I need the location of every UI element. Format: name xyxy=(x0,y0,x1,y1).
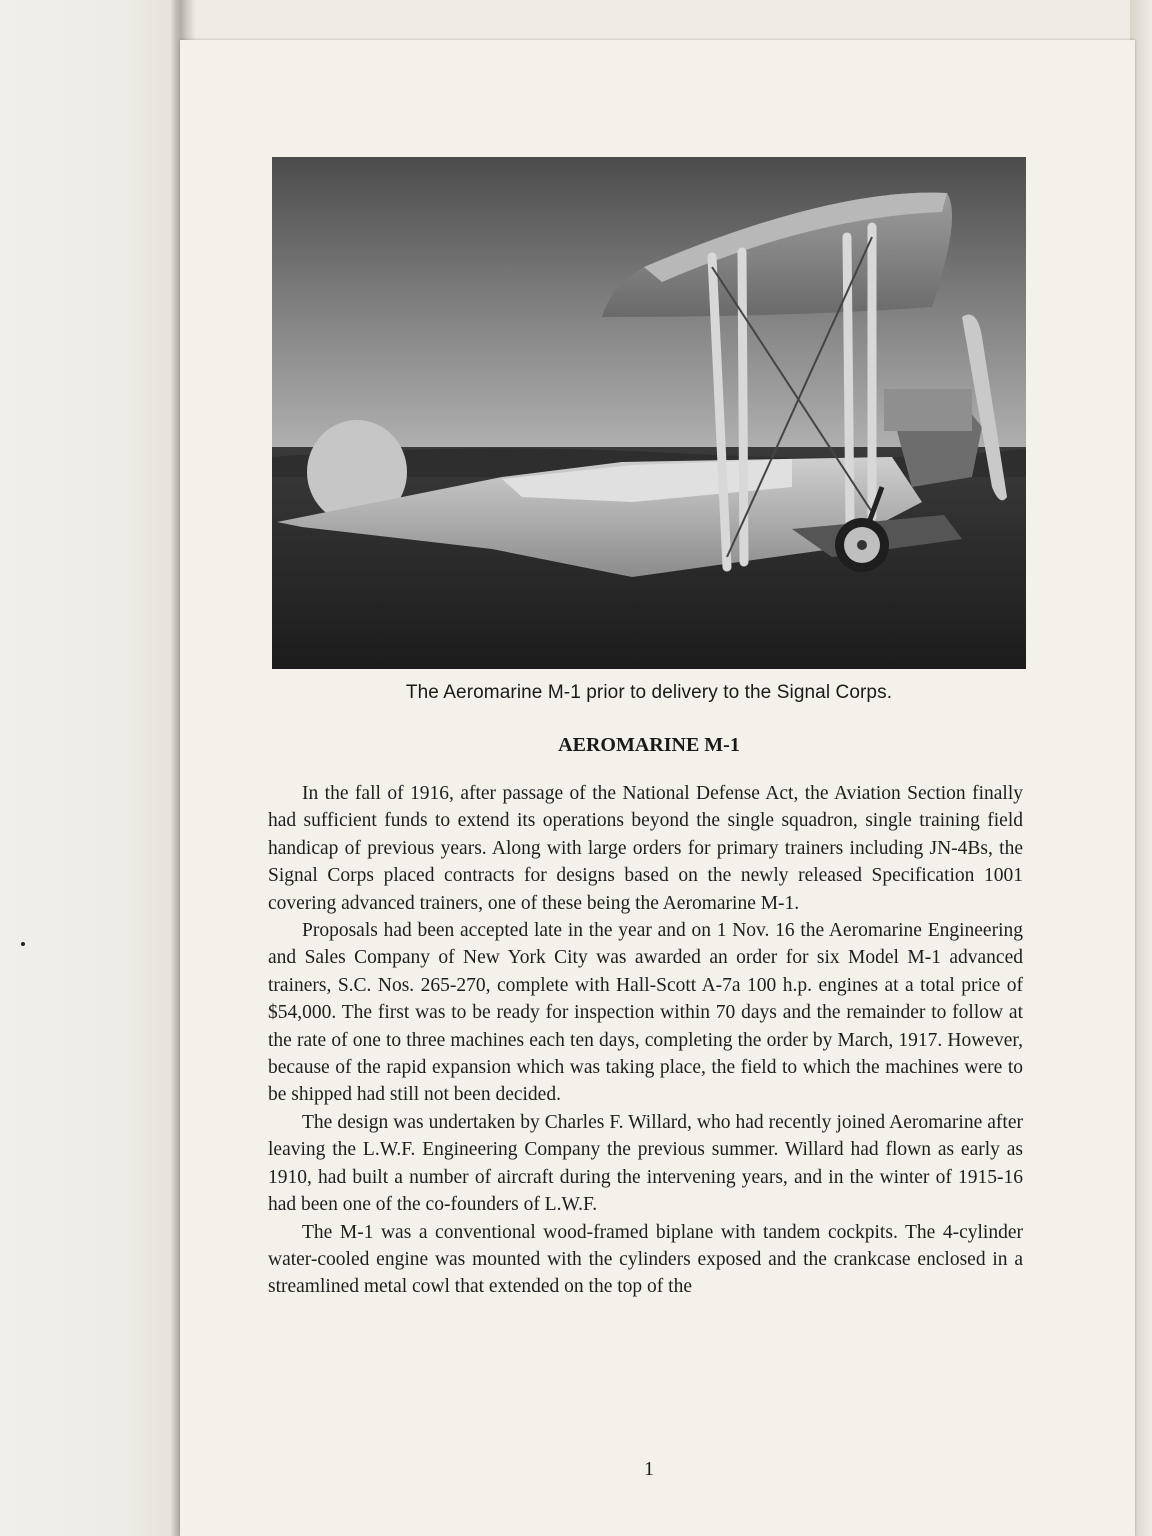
section-title: AEROMARINE M-1 xyxy=(558,734,740,756)
body-text xyxy=(268,780,1023,1301)
page-number: 1 xyxy=(644,1458,654,1480)
paragraph: The design was undertaken by Charles F. Willard, who had recently joined Aeromarine after leaving the L.W.F. Engineering Company the previous summer. Willard had flown as early as 1910, had built a number of aircraft during the intervening years, and in the winter of 1915-16 had been one of the co-founders of L.W.F. xyxy=(268,1111,1023,1216)
paragraph: The M-1 was a conventional wood-framed biplane with tandem cockpits. The 4-cylinder water-cooled engine was mounted with the cylinders exposed and the crankcase enclosed in a streamlined metal cowl that extended on the top of the xyxy=(268,1221,1023,1298)
book-page xyxy=(180,40,1135,1536)
facing-page xyxy=(0,0,178,1536)
photo-caption: The Aeromarine M-1 prior to delivery to the Signal Corps. xyxy=(405,682,893,703)
paragraph: Proposals had been accepted late in the year and on 1 Nov. 16 the Aeromarine Engineering and Sales Company of New York City was awarded an order for six Model M-1 advanced trainers, S.C. Nos. 265-270, complete with Hall-Scott A-7a 100 h.p. engines at a total price of $54,000. The first was to be ready for inspection within 70 days and the remainder to follow at the rate of one to three machines each ten days, completing the order by March, 1917. However, because of the rapid expansion which was taking place, the field to which the machines were to be shipped had still not been decided. xyxy=(268,920,1023,1106)
paragraph: In the fall of 1916, after passage of the National Defense Act, the Aviation Section finally had sufficient funds to extend its operations beyond the single squadron, single training field handicap of previous years. Along with large orders for primary trainers including JN-4Bs, the Signal Corps placed contracts for designs based on the newly released Specification 1001 covering advanced trainers, one of these being the Aeromarine M-1. xyxy=(268,783,1023,914)
ink-speck xyxy=(21,942,25,946)
biplane-photo xyxy=(272,157,1026,669)
